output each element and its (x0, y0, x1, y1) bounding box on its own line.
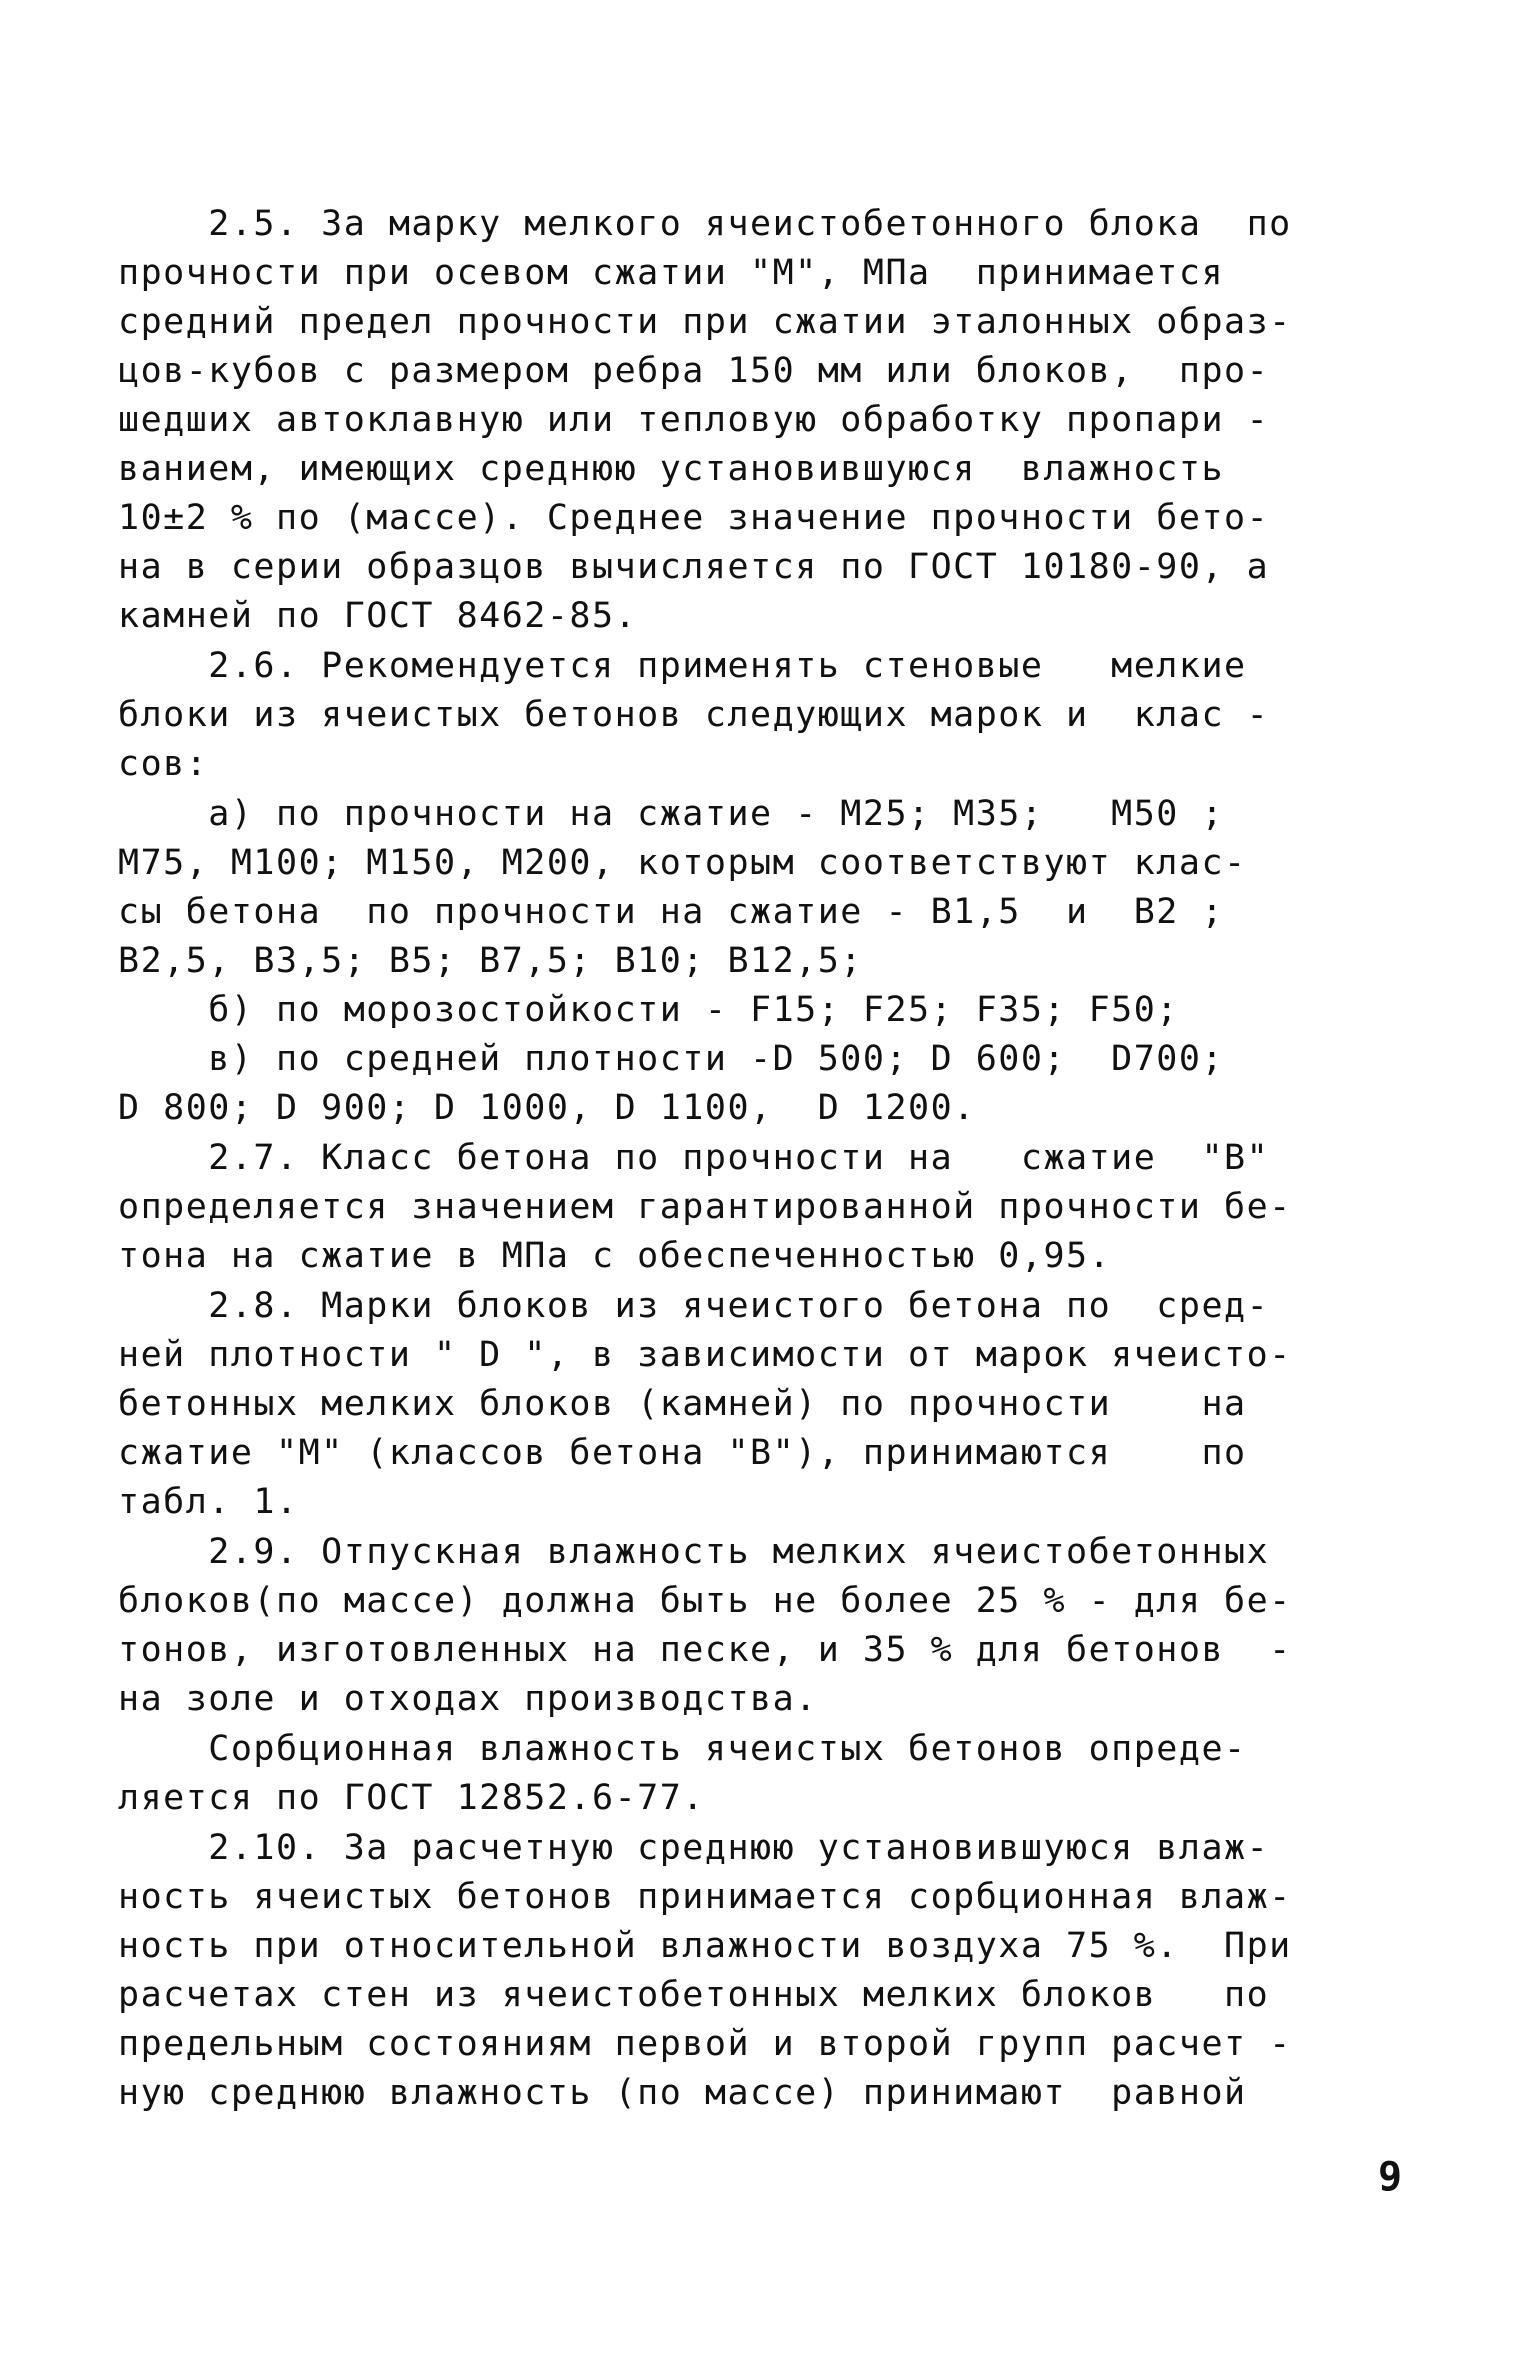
text-line: Сорбционная влажность ячеистых бетонов опреде- (118, 1729, 1247, 1769)
text-line: 2.8. Марки блоков из ячеистого бетона по сред- (118, 1286, 1270, 1326)
text-line: блоки из ячеистых бетонов следующих марок и клас - (118, 695, 1270, 735)
text-line: ванием, имеющих среднюю установившуюся влажность (118, 449, 1225, 489)
text-line: 2.6. Рекомендуется применять стеновые мелкие (118, 646, 1247, 686)
text-line: а) по прочности на сжатие - М25; М35; М50 ; (118, 794, 1225, 834)
text-line: ляется по ГОСТ 12852.6-77. (118, 1778, 705, 1818)
text-line: камней по ГОСТ 8462-85. (118, 596, 638, 636)
text-line: 2.7. Класс бетона по прочности на сжатие "В" (118, 1138, 1270, 1178)
text-line: ность при относительной влажности воздуха 75 %. При (118, 1926, 1292, 1966)
text-line: В2,5, В3,5; В5; В7,5; В10; В12,5; (118, 941, 863, 981)
text-line: сы бетона по прочности на сжатие - В1,5 и В2 ; (118, 892, 1225, 932)
text-line: М75, М100; М150, М200, которым соответствуют клас- (118, 843, 1247, 883)
text-line: расчетах стен из ячеистобетонных мелких блоков по (118, 1975, 1270, 2015)
text-line: табл. 1. (118, 1482, 299, 1522)
text-line: 2.9. Отпускная влажность мелких ячеистобетонных (118, 1532, 1270, 1572)
text-line: ней плотности " D ", в зависимости от марок ячеисто- (118, 1335, 1292, 1375)
text-line: бетонных мелких блоков (камней) по прочности на (118, 1384, 1247, 1424)
text-line: определяется значением гарантированной прочности бе- (118, 1187, 1292, 1227)
text-line: 2.10. За расчетную среднюю установившуюся влаж- (118, 1828, 1270, 1868)
text-line: 10±2 % по (массе). Среднее значение прочности бето- (118, 498, 1270, 538)
text-line: ность ячеистых бетонов принимается сорбционная влаж- (118, 1877, 1292, 1917)
page-number: 9 (1378, 2154, 1403, 2200)
text-line: тонов, изготовленных на песке, и 35 % для бетонов - (118, 1630, 1292, 1670)
text-line: б) по морозостойкости - F15; F25; F35; F50; (118, 990, 1179, 1030)
text-line: прочности при осевом сжатии "М", МПа принимается (118, 253, 1225, 293)
text-line: на в серии образцов вычисляется по ГОСТ 10180-90, а (118, 547, 1270, 587)
text-line: шедших автоклавную или тепловую обработку пропари - (118, 400, 1270, 440)
text-line: ную среднюю влажность (по массе) принимают равной (118, 2073, 1247, 2113)
text-line: средний предел прочности при сжатии эталонных образ- (118, 302, 1292, 342)
text-line: цов-кубов с размером ребра 150 мм или блоков, про- (118, 351, 1270, 391)
text-line: блоков(по массе) должна быть не более 25 % - для бе- (118, 1581, 1292, 1621)
text-line: D 800; D 900; D 1000, D 1100, D 1200. (118, 1088, 976, 1128)
text-line: на золе и отходах производства. (118, 1679, 818, 1719)
text-line: тона на сжатие в МПа с обеспеченностью 0,95. (118, 1236, 1112, 1276)
text-line: сов: (118, 744, 209, 784)
text-line: предельным состояниям первой и второй групп расчет - (118, 2024, 1292, 2064)
text-line: в) по средней плотности -D 500; D 600; D700; (118, 1039, 1225, 1079)
text-line: сжатие "М" (классов бетона "В"), принимаются по (118, 1433, 1247, 1473)
text-line: 2.5. За марку мелкого ячеистобетонного блока по (118, 204, 1292, 244)
